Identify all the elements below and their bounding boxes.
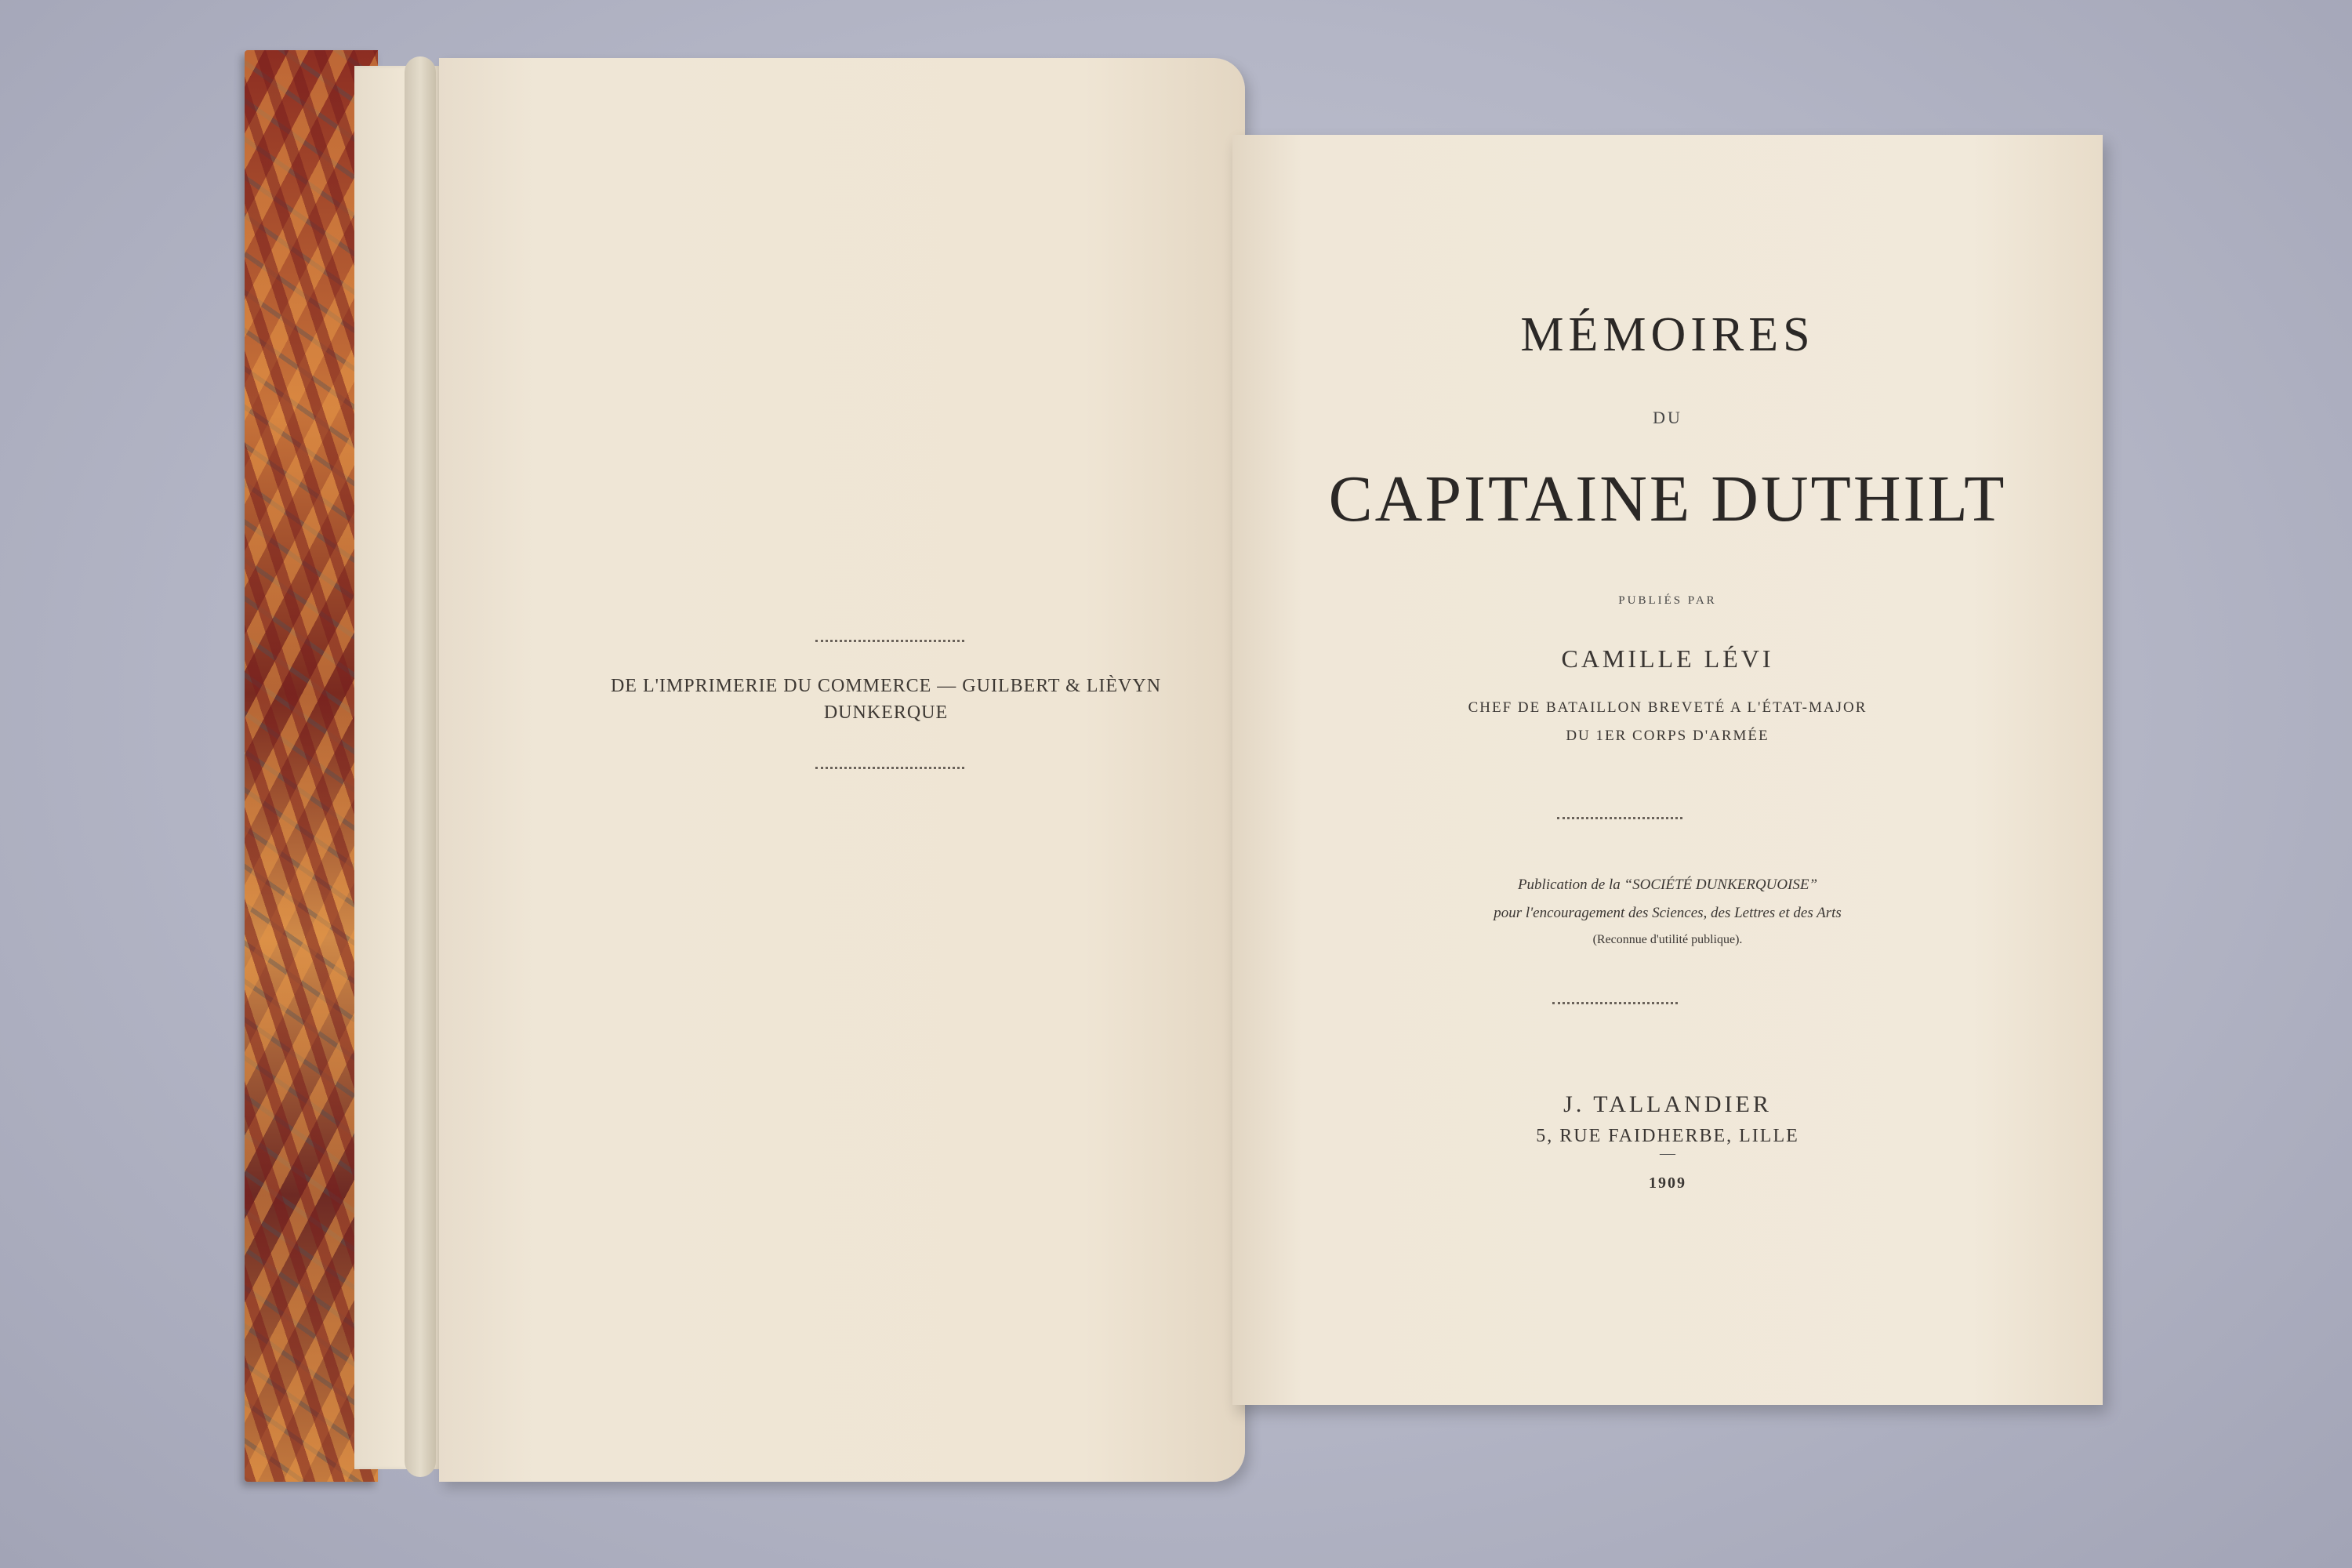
title-rule-1: [1557, 812, 1682, 819]
editor-role-line-1: CHEF DE BATAILLON BREVETÉ A L'ÉTAT-MAJOR: [1468, 699, 1867, 716]
publication-line-2: pour l'encouragement des Sciences, des Lettres et des Arts: [1494, 905, 1842, 921]
imprint-text: [596, 673, 1176, 726]
imprint-line-1: DE L'IMPRIMERIE DU COMMERCE — GUILBERT & LIÈVYN: [610, 676, 1162, 696]
publisher-address: 5, RUE FAIDHERBE, LILLE: [1536, 1126, 1799, 1146]
editor-name: CAMILLE LÉVI: [1561, 644, 1774, 673]
imprint-rule-top: [815, 635, 964, 642]
editor-role-line-2: DU 1ER CORPS D'ARMÉE: [1566, 728, 1769, 744]
imprint-line-2: DUNKERQUE: [823, 702, 949, 723]
title-capitaine: CAPITAINE DUTHILT: [1328, 463, 2007, 535]
imprint-rule-bottom: [815, 762, 964, 769]
title-du: DU: [1653, 408, 1682, 427]
left-page: [439, 58, 1245, 1482]
publication-year: 1909: [1649, 1174, 1686, 1192]
title-memoires: MÉMOIRES: [1520, 308, 1815, 361]
publication-line-1: Publication de la “SOCIÉTÉ DUNKERQUOISE”: [1517, 877, 1818, 893]
publisher-name: J. TALLANDIER: [1563, 1091, 1772, 1117]
address-dash: —: [1660, 1145, 1675, 1162]
publies-par: PUBLIÉS PAR: [1618, 594, 1717, 607]
title-rule-2: [1552, 997, 1678, 1004]
page-band: [405, 56, 436, 1477]
publication-line-3: (Reconnue d'utilité publique).: [1592, 933, 1743, 946]
